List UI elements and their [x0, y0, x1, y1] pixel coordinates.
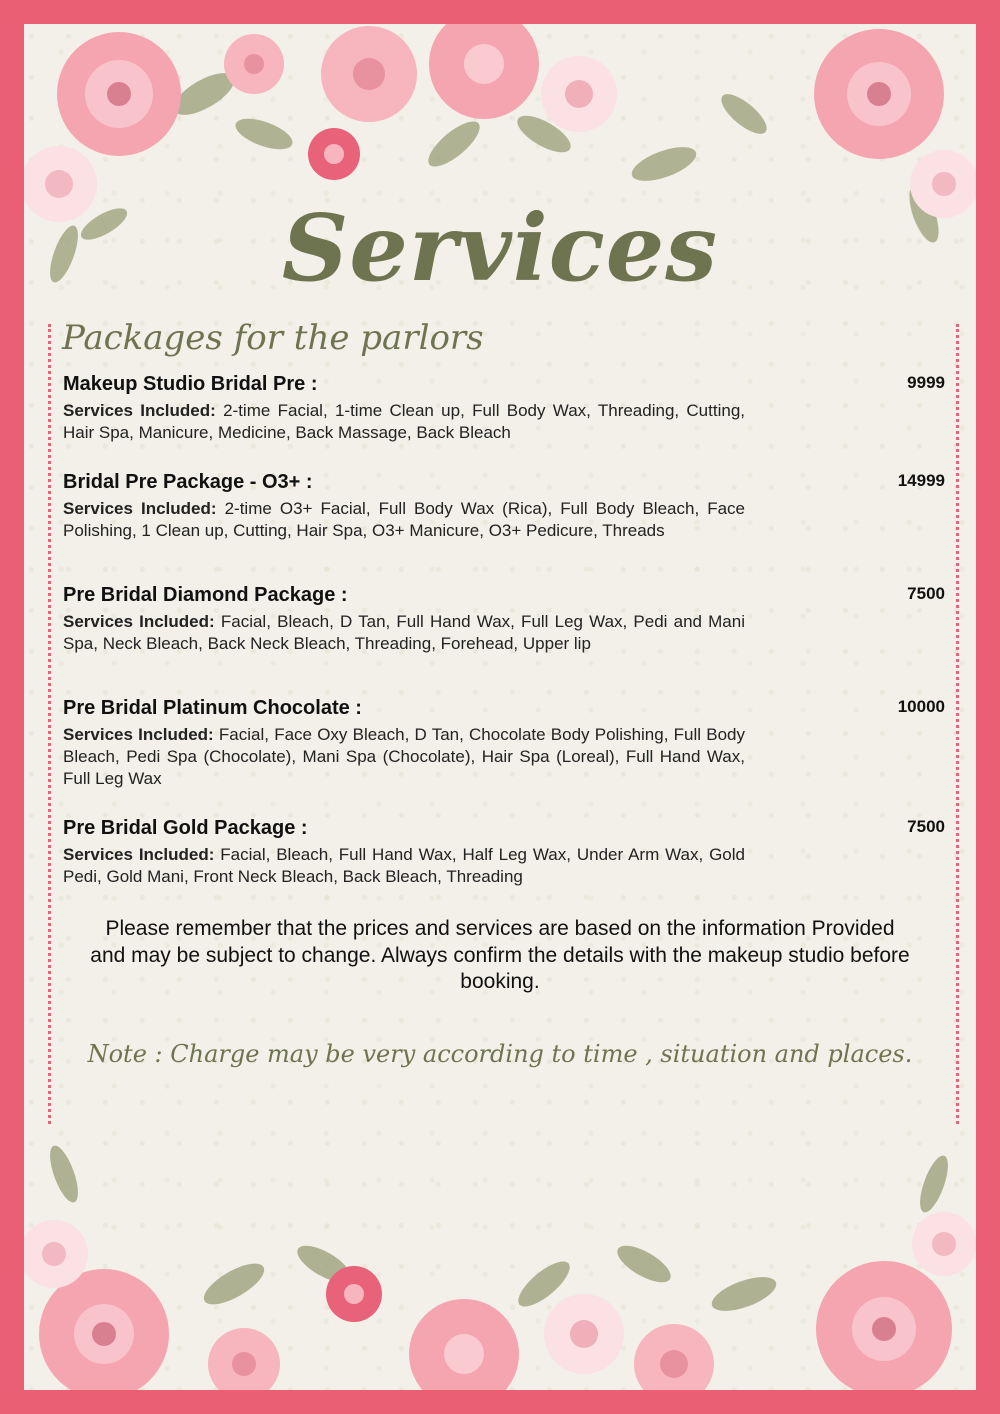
- disclaimer-text: Please remember that the prices and services are based on the information Provided and may be subject to change. Always confirm the details with the makeup studio before booking.: [90, 917, 910, 993]
- package-item: [63, 584, 945, 655]
- package-services: [63, 844, 745, 888]
- package-services: [63, 724, 745, 790]
- dotted-border-left: [48, 324, 51, 1124]
- package-price: 9999: [907, 373, 945, 392]
- menu-card: [24, 24, 976, 1390]
- package-item: [63, 471, 945, 542]
- services-list: 2-time O3+ Facial, Full Body Wax (Rica), Full Body Bleach, Face Polishing, 1 Clean up, Cutting, Hair Spa, O3+ Manicure, O3+ Pedicure, Threads: [63, 499, 745, 540]
- services-list: Facial, Face Oxy Bleach, D Tan, Chocolate Body Polishing, Full Body Bleach, Pedi Spa (Chocolate), Mani Spa (Chocolate), Hair Spa (Loreal), Full Hand Wax, Full Leg Wax: [63, 725, 745, 788]
- package-services: [63, 611, 745, 655]
- package-name: Pre Bridal Diamond Package :: [63, 584, 348, 606]
- services-included-label: Services Included:: [63, 845, 215, 864]
- services-included-label: Services Included:: [63, 725, 214, 744]
- services-list: Facial, Bleach, D Tan, Full Hand Wax, Full Leg Wax, Pedi and Mani Spa, Neck Bleach, Back Neck Bleach, Threading, Forehead, Upper lip: [63, 612, 745, 653]
- page-subtitle: Packages for the parlors: [62, 318, 484, 358]
- page-title: Services: [281, 194, 719, 302]
- dotted-border-right: [956, 324, 959, 1124]
- package-price: 7500: [907, 584, 945, 603]
- services-included-label: Services Included:: [63, 499, 217, 518]
- package-item: [63, 817, 945, 888]
- services-list: 2-time Facial, 1-time Clean up, Full Body Wax, Threading, Cutting, Hair Spa, Manicure, Medicine, Back Massage, Back Bleach: [63, 401, 745, 442]
- note-text: Note : Charge may be very according to time , situation and places.: [87, 1040, 913, 1068]
- package-name: Bridal Pre Package - O3+ :: [63, 471, 313, 493]
- services-list: Facial, Bleach, Full Hand Wax, Half Leg Wax, Under Arm Wax, Gold Pedi, Gold Mani, Front Neck Bleach, Back Bleach, Threading: [63, 845, 745, 886]
- services-included-label: Services Included:: [63, 612, 215, 631]
- package-price: 14999: [897, 471, 945, 490]
- package-name: Makeup Studio Bridal Pre :: [63, 373, 318, 395]
- package-name: Pre Bridal Gold Package :: [63, 817, 308, 839]
- floral-bottom-decoration: [24, 1114, 976, 1390]
- package-item: [63, 373, 945, 444]
- services-included-label: Services Included:: [63, 401, 216, 420]
- package-price: 10000: [897, 697, 945, 716]
- package-services: [63, 498, 745, 542]
- package-item: [63, 697, 945, 790]
- package-services: [63, 400, 745, 444]
- package-price: 7500: [907, 817, 945, 836]
- package-name: Pre Bridal Platinum Chocolate :: [63, 697, 362, 719]
